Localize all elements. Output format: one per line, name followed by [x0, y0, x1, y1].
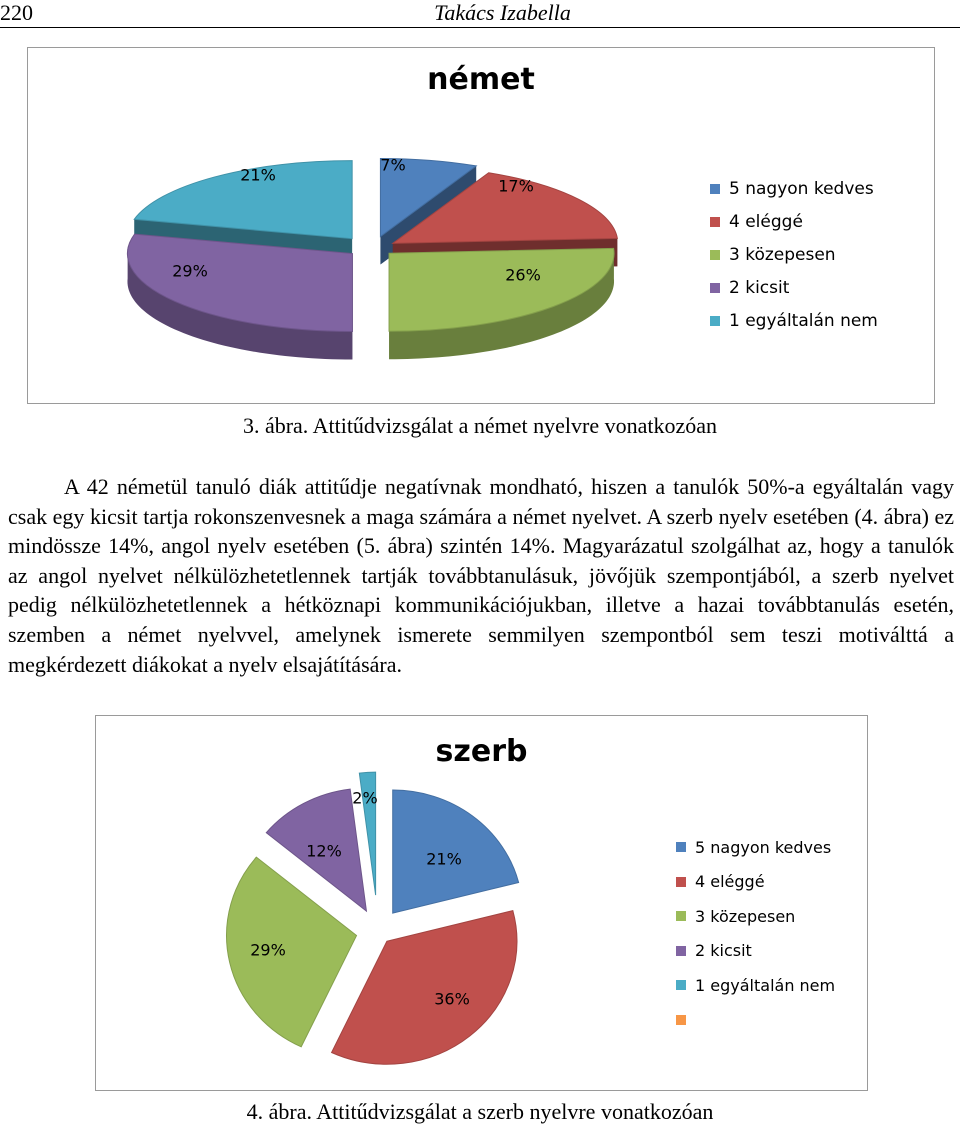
legend-item-1-egyáltalán-nem: [676, 968, 835, 1003]
figure-szerb-chart: [95, 715, 868, 1091]
legend-swatch: [676, 911, 686, 921]
chart-title: szerb: [435, 734, 528, 769]
legend-label: 4 eléggé: [729, 211, 803, 232]
legend-swatch: [676, 877, 686, 887]
legend-item-5-nagyon-kedves: [710, 172, 878, 205]
pie-slice-4-eléggé: [332, 911, 517, 1065]
pct-label-5-nagyon-kedves: 7%: [380, 155, 406, 175]
legend-swatch: [710, 217, 720, 227]
legend-label: 1 egyáltalán nem: [695, 975, 836, 995]
pct-label-1-egyáltalán-nem: 21%: [240, 165, 276, 185]
pct-label-5-nagyon-kedves: 21%: [426, 849, 462, 869]
legend-item-extra: [676, 1003, 835, 1038]
legend-swatch: [676, 980, 686, 990]
figure-caption-3: 3. ábra. Attitűdvizsgálat a német nyelvre vonatkozóan: [242, 413, 718, 438]
pie-slice-3-közepesen: [389, 248, 614, 359]
header-rule: [0, 27, 960, 28]
legend-label: 2 kicsit: [729, 277, 790, 298]
legend-item-2-kicsit: [676, 934, 835, 969]
legend-item-1-egyáltalán-nem: [710, 304, 878, 337]
legend-label: 3 közepesen: [695, 906, 796, 926]
legend-swatch: [710, 184, 720, 194]
legend-item-4-eléggé: [710, 205, 878, 238]
legend-item-5-nagyon-kedves: [676, 830, 835, 865]
legend-label: 5 nagyon kedves: [729, 178, 874, 199]
body-paragraph: [8, 472, 954, 679]
page-number: 220: [0, 0, 33, 25]
legend-item-2-kicsit: [710, 271, 878, 304]
legend-label: 4 eléggé: [695, 872, 765, 892]
legend-swatch: [710, 250, 720, 260]
figure-nemet-chart: [27, 47, 935, 404]
chart-legend: [676, 830, 835, 1037]
pct-label-3-közepesen: 26%: [505, 265, 541, 285]
page-header: [0, 0, 960, 28]
legend-swatch: [676, 946, 686, 956]
legend-item-4-eléggé: [676, 865, 835, 900]
legend-label: 3 közepesen: [729, 244, 836, 265]
pct-label-2-kicsit: 29%: [172, 261, 208, 281]
paragraph-text: A 42 németül tanuló diák attitűdje negatívnak mondható, hiszen a tanulók 50%-a egyáltalán vagy csak egy kicsit tartja rokonszenvesnek a maga számára a német nyelvet. A szerb nyelv esetében (4. ábra) ez mindössze 14%, angol nyelv esetében (5. ábra) szintén 14%. Magyarázatul szolgálhat az, hogy a tanulók az angol nyelvet nélkülözhetetlennek tartják továbbtanulásuk, jövőjük szempontjából, a szerb nyelvet pedig nélkülözhetetlennek a hétköznapi kommunikációjukban, illetve a hazai továbbtanulás esetén, szemben a német nyelvvel, amelynek ismerete semmilyen szempontból sem teszi motiválttá a megkérdezett diákokat a nyelv elsajátítására.: [8, 474, 954, 677]
legend-label: 2 kicsit: [695, 941, 752, 961]
legend-item-3-közepesen: [710, 238, 878, 271]
chart-legend: [710, 172, 878, 337]
pct-label-4-eléggé: 17%: [498, 176, 534, 196]
legend-swatch: [676, 842, 686, 852]
pct-label-1-egyáltalán-nem: 2%: [352, 788, 378, 808]
legend-swatch: [710, 283, 720, 293]
pct-label-2-kicsit: 12%: [306, 841, 342, 861]
figure-caption-4: 4. ábra. Attitűdvizsgálat a szerb nyelvre vonatkozóan: [246, 1099, 714, 1124]
pct-label-3-közepesen: 29%: [250, 940, 286, 960]
legend-label: 5 nagyon kedves: [695, 837, 832, 857]
chart-title: német: [427, 62, 535, 97]
pie-slice-2-kicsit: [127, 234, 352, 359]
legend-swatch: [676, 1015, 686, 1025]
running-title: Takács Izabella: [434, 0, 571, 25]
legend-swatch: [710, 316, 720, 326]
legend-label: 1 egyáltalán nem: [729, 310, 878, 331]
legend-item-3-közepesen: [676, 899, 835, 934]
pct-label-4-eléggé: 36%: [434, 989, 470, 1009]
